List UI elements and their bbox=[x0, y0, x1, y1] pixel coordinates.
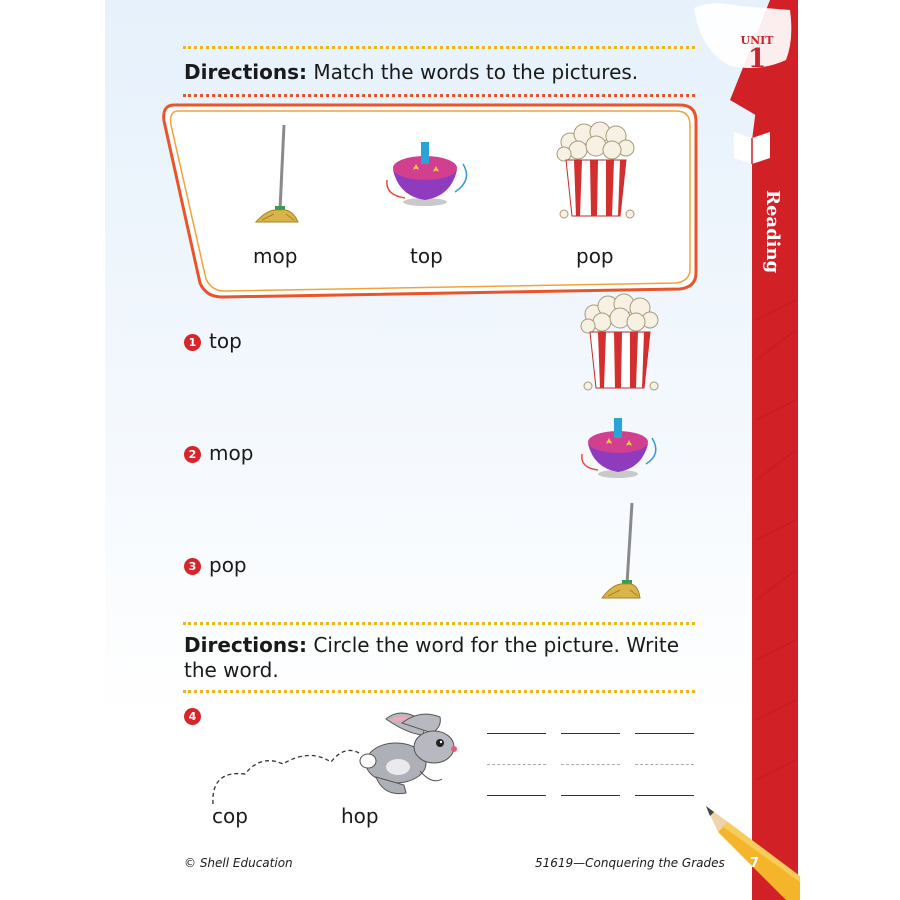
item-word-3: pop bbox=[209, 553, 247, 577]
divider-top bbox=[183, 46, 695, 49]
mop-icon bbox=[250, 122, 300, 232]
write-line-bottom bbox=[635, 795, 694, 796]
directions-text-2: Circle the word for the picture. Write bbox=[307, 633, 680, 657]
write-line-middle bbox=[487, 764, 546, 765]
mop-icon bbox=[598, 500, 642, 610]
item-word-1: top bbox=[209, 329, 242, 353]
spinning-top-icon bbox=[580, 416, 660, 481]
footer-publisher: © Shell Education bbox=[184, 856, 293, 870]
directions-label: Directions: bbox=[184, 60, 308, 84]
word-bank-pop: pop bbox=[576, 244, 614, 268]
spinning-top-icon bbox=[385, 140, 475, 210]
unit-number: 1 bbox=[747, 44, 767, 74]
popcorn-icon bbox=[556, 122, 636, 222]
item-number-2: 2 bbox=[184, 446, 201, 463]
divider-under-directions-2 bbox=[183, 690, 695, 693]
write-line-middle bbox=[635, 764, 694, 765]
write-line-bottom bbox=[561, 795, 620, 796]
divider-under-directions bbox=[183, 94, 695, 97]
page-number: 7 bbox=[750, 856, 760, 871]
item-number-1: 1 bbox=[184, 334, 201, 351]
item-number-3: 3 bbox=[184, 558, 201, 575]
write-line-top bbox=[487, 733, 546, 734]
subject-label: Reading bbox=[762, 190, 783, 274]
word-bank-mop: mop bbox=[253, 244, 298, 268]
rabbit-icon bbox=[356, 705, 466, 805]
directions-match bbox=[184, 60, 638, 85]
footer-title: 51619—Conquering the Grades bbox=[535, 856, 725, 870]
item-number-4: 4 bbox=[184, 708, 201, 725]
divider-section-2 bbox=[183, 622, 695, 625]
popcorn-icon bbox=[580, 294, 662, 394]
directions-text: Match the words to the pictures. bbox=[307, 60, 639, 84]
write-line-middle bbox=[561, 764, 620, 765]
hop-path-line bbox=[205, 740, 365, 810]
choice-cop[interactable]: cop bbox=[212, 804, 248, 828]
directions-label-2: Directions: bbox=[184, 633, 308, 657]
word-bank-top: top bbox=[410, 244, 443, 268]
item-word-2: mop bbox=[209, 441, 254, 465]
choice-hop[interactable]: hop bbox=[341, 804, 379, 828]
pencil-icon bbox=[706, 806, 800, 900]
write-line-top bbox=[561, 733, 620, 734]
write-line-bottom bbox=[487, 795, 546, 796]
unit-label: UNIT bbox=[740, 34, 774, 47]
directions-text-2b: the word. bbox=[184, 658, 279, 682]
write-line-top bbox=[635, 733, 694, 734]
book-icon bbox=[734, 132, 770, 164]
directions-circle bbox=[184, 633, 679, 683]
